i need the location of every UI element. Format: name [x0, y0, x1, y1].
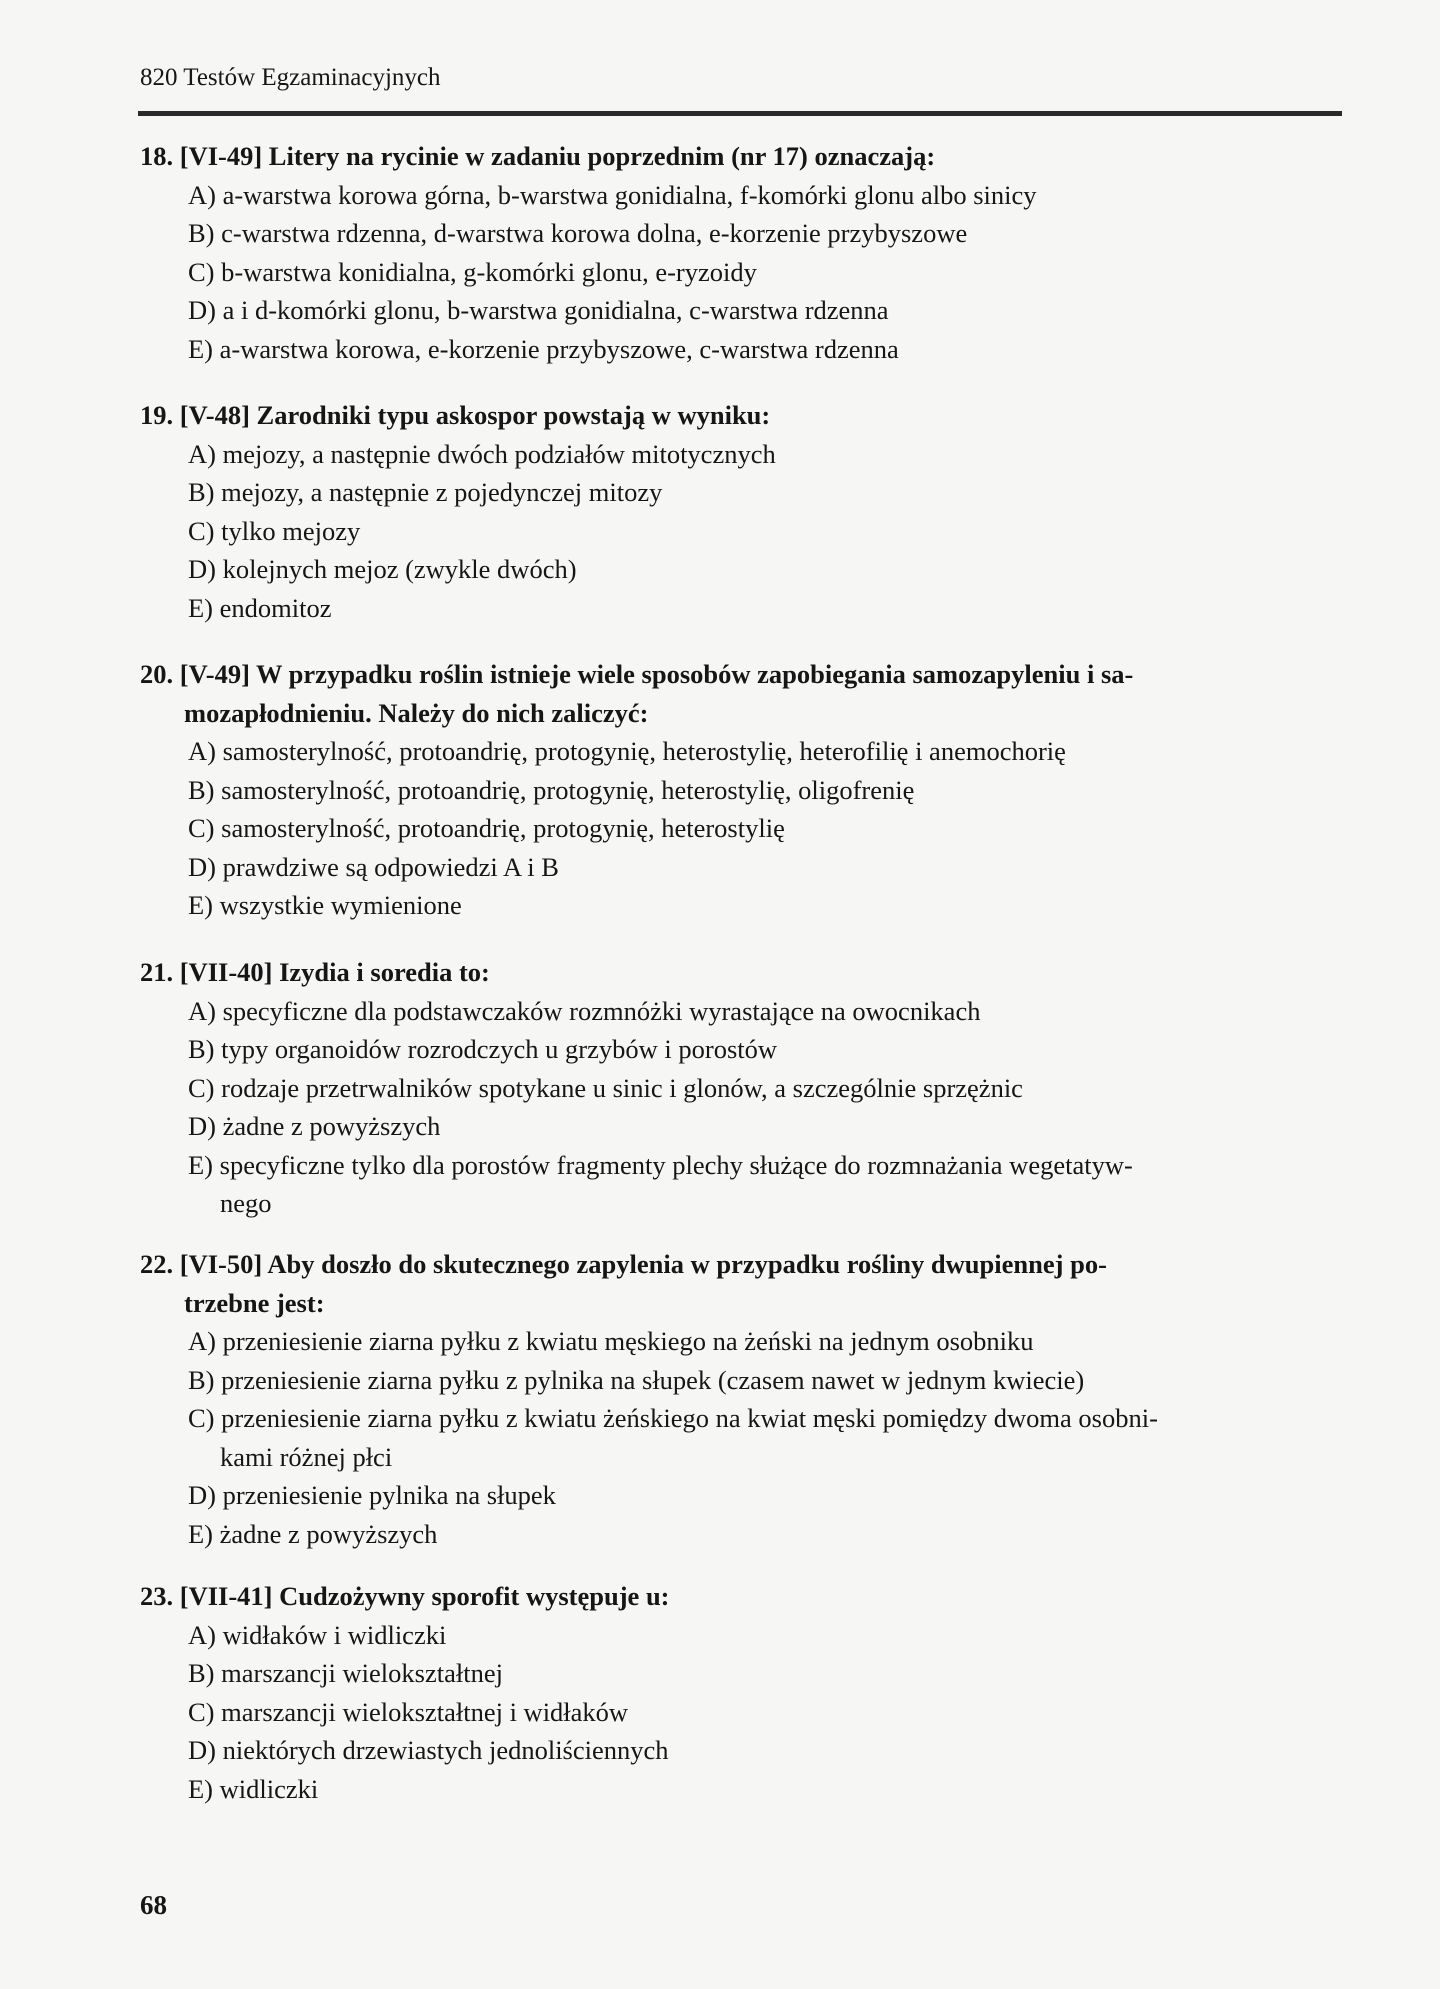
question-title: [140, 953, 1340, 992]
answer-option-text: A) samosterylność, protoandrię, protogynię, heterostylię, heterofilię i anemochorię: [188, 736, 1066, 766]
answer-option: [140, 1399, 1340, 1476]
answer-option-text: C) b-warstwa konidialna, g-komórki glonu, e-ryzoidy: [188, 256, 757, 287]
answer-option: [140, 214, 1340, 253]
answer-option: [140, 253, 1340, 292]
answer-option: [140, 1107, 1340, 1146]
answer-option: [140, 550, 1340, 589]
answer-option-text: B) marszancji wielokształtnej: [188, 1658, 503, 1688]
answer-option-text: A) a-warstwa korowa górna, b-warstwa gonidialna, f-komórki glonu albo sinicy: [188, 179, 1037, 210]
answer-option: [140, 1731, 1340, 1770]
answer-option: [140, 848, 1340, 887]
answer-option-text: C) marszancji wielokształtnej i widłaków: [188, 1696, 629, 1727]
answer-option-text: C) samosterylność, protoandrię, protogynię, heterostylię: [188, 813, 785, 843]
answer-option: [140, 771, 1340, 810]
answer-option-text: E) a-warstwa korowa, e-korzenie przybyszowe, c-warstwa rdzenna: [188, 333, 899, 364]
question-title: [140, 137, 1340, 176]
answer-option: [140, 1693, 1340, 1732]
question-title: [140, 655, 1340, 732]
answer-option-text: A) widłaków i widliczki: [188, 1619, 447, 1650]
header-rule: [138, 111, 1342, 116]
answer-option-text: B) samosterylność, protoandrię, protogynię, heterostylię, oligofrenię: [188, 774, 915, 805]
answer-option-text: D) żadne z powyższych: [188, 1111, 441, 1141]
answer-option-text: E) endomitoz: [188, 592, 332, 623]
answer-option-text: D) niektórych drzewiastych jednoliściennych: [188, 1735, 669, 1765]
answer-option: [140, 512, 1340, 551]
question-block: [140, 1245, 1340, 1553]
question-title: [140, 1245, 1340, 1322]
question-block: [140, 953, 1340, 1223]
question-title-continued: trzebne jest:: [184, 1287, 325, 1318]
answer-option: [140, 589, 1340, 628]
answer-option-text: D) prawdziwe są odpowiedzi A i B: [188, 851, 559, 882]
question-block: [140, 396, 1340, 627]
question-block: [140, 655, 1340, 925]
answer-option: [140, 176, 1340, 215]
question-block: [140, 137, 1340, 368]
answer-option-continued: kami różnej płci: [220, 1441, 393, 1472]
question-title-text: 22. [VI-50] Aby doszło do skutecznego zapylenia w przypadku rośliny dwupiennej po-: [140, 1249, 1107, 1279]
answer-option-text: A) specyficzne dla podstawczaków rozmnóżki wyrastające na owocnikach: [188, 995, 981, 1026]
running-header: 820 Testów Egzaminacyjnych: [140, 64, 441, 91]
answer-option-text: B) przeniesienie ziarna pyłku z pylnika na słupek (czasem nawet w jednym kwiecie): [188, 1364, 1085, 1395]
answer-option-text: E) specyficzne tylko dla porostów fragmenty plechy służące do rozmnażania wegetatyw-: [188, 1149, 1133, 1180]
answer-option-text: A) przeniesienie ziarna pyłku z kwiatu męskiego na żeński na jednym osobniku: [188, 1326, 1034, 1356]
question-title-continued: mozapłodnieniu. Należy do nich zaliczyć:: [184, 697, 649, 728]
answer-option: [140, 1322, 1340, 1361]
answer-option-text: E) żadne z powyższych: [188, 1518, 438, 1549]
question-title: [140, 396, 1340, 435]
question-title-text: 23. [VII-41] Cudzożywny sporofit występuje u:: [140, 1581, 670, 1611]
answer-option: [140, 1770, 1340, 1809]
page-number: 68: [140, 1890, 167, 1920]
answer-option: [140, 1069, 1340, 1108]
answer-option: [140, 435, 1340, 474]
answer-option: [140, 473, 1340, 512]
answer-option: [140, 1616, 1340, 1655]
answer-option: [140, 992, 1340, 1031]
answer-option-text: E) wszystkie wymienione: [188, 890, 462, 920]
answer-option-text: C) przeniesienie ziarna pyłku z kwiatu żeńskiego na kwiat męski pomiędzy dwoma osobni-: [188, 1403, 1158, 1433]
answer-option-text: A) mejozy, a następnie dwóch podziałów mitotycznych: [188, 438, 776, 469]
answer-option: [140, 1476, 1340, 1515]
answer-option-text: D) kolejnych mejoz (zwykle dwóch): [188, 554, 577, 584]
answer-option-text: B) mejozy, a następnie z pojedynczej mitozy: [188, 477, 663, 507]
answer-option: [140, 1146, 1340, 1223]
answer-option: [140, 1030, 1340, 1069]
answer-option-text: D) a i d-komórki glonu, b-warstwa gonidialna, c-warstwa rdzenna: [188, 295, 889, 325]
question-title-text: 18. [VI-49] Litery na rycinie w zadaniu poprzednim (nr 17) oznaczają:: [140, 141, 936, 171]
question-block: [140, 1577, 1340, 1808]
question-title: [140, 1577, 1340, 1616]
question-title-text: 19. [V-48] Zarodniki typu askospor powstają w wyniku:: [140, 400, 771, 430]
answer-option-text: E) widliczki: [188, 1773, 319, 1804]
answer-option-text: B) c-warstwa rdzenna, d-warstwa korowa dolna, e-korzenie przybyszowe: [188, 218, 968, 248]
answer-option: [140, 291, 1340, 330]
answer-option: [140, 732, 1340, 771]
answer-option-text: C) rodzaje przetrwalników spotykane u sinic i glonów, a szczególnie sprzężnic: [188, 1072, 1023, 1103]
answer-option-text: C) tylko mejozy: [188, 515, 361, 546]
question-title-text: 20. [V-49] W przypadku roślin istnieje wiele sposobów zapobiegania samozapyleniu i sa-: [140, 659, 1134, 689]
answer-option: [140, 886, 1340, 925]
answer-option: [140, 809, 1340, 848]
answer-option: [140, 1515, 1340, 1554]
answer-option: [140, 1654, 1340, 1693]
answer-option: [140, 1361, 1340, 1400]
answer-option-text: B) typy organoidów rozrodczych u grzybów i porostów: [188, 1034, 778, 1064]
answer-option-continued: nego: [220, 1188, 272, 1218]
answer-option-text: D) przeniesienie pylnika na słupek: [188, 1480, 556, 1510]
question-title-text: 21. [VII-40] Izydia i soredia to:: [140, 957, 490, 987]
answer-option: [140, 330, 1340, 369]
